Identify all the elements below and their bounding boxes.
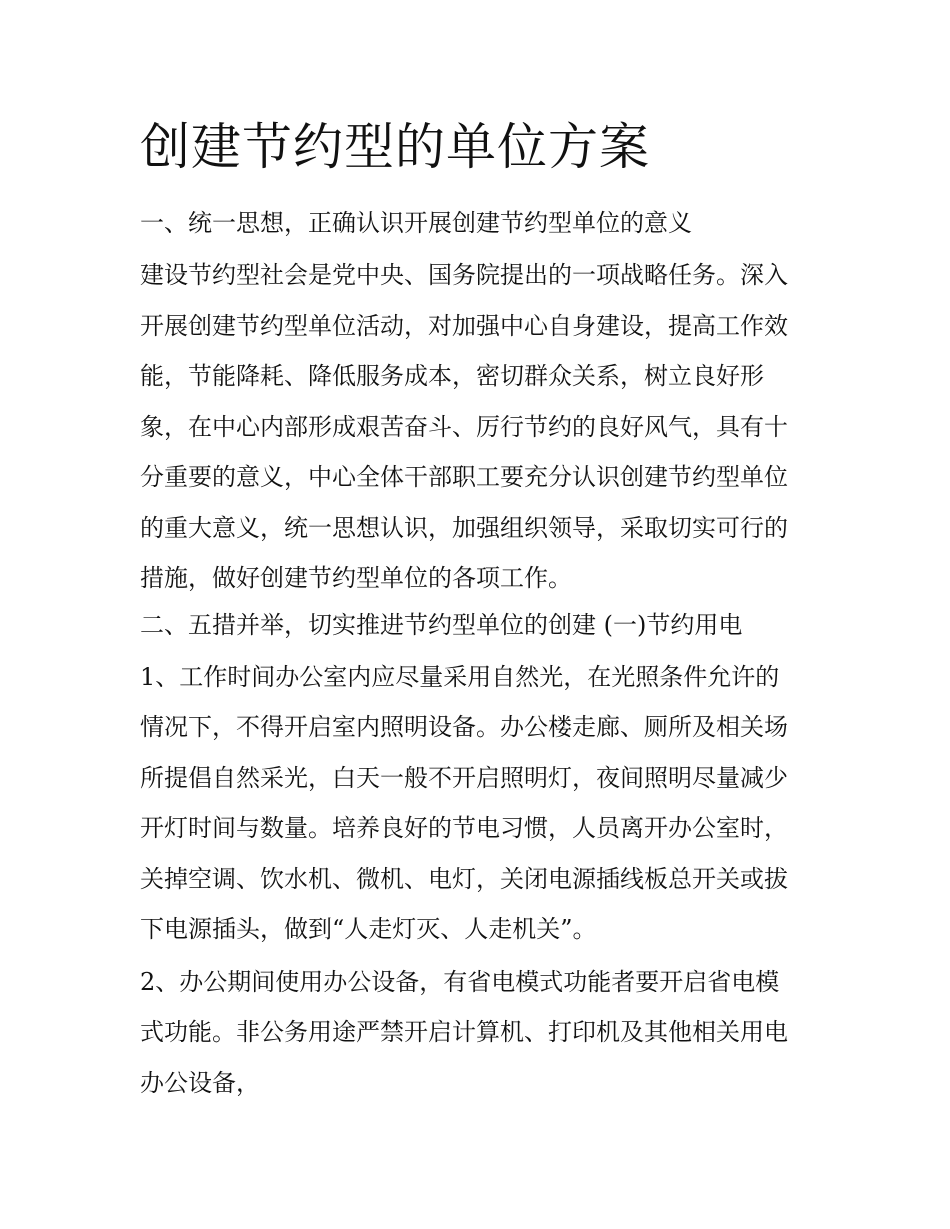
paragraph-line: 下电源插头，做到“人走灯灭、人走机关”。 — [140, 915, 597, 943]
paragraph-line: 开展创建节约型单位活动，对加强中心自身建设，提高工作效 — [140, 311, 788, 340]
paragraph-line: 建设节约型社会是党中央、国务院提出的一项战略任务。深入 — [140, 261, 788, 289]
paragraph-line: 1、工作时间办公室内应尽量采用自然光，在光照条件允许的 — [140, 662, 780, 691]
section-2-heading: 二、五措并举，切实推进节约型单位的创建 (一)节约用电 — [140, 610, 743, 639]
paragraph-line: 办公设备， — [140, 1068, 260, 1097]
paragraph-line: 措施，做好创建节约型单位的各项工作。 — [140, 564, 572, 592]
paragraph-line: 式功能。非公务用途严禁开启计算机、打印机及其他相关用电 — [140, 1018, 788, 1046]
paragraph-line: 2、办公期间使用办公设备，有省电模式功能者要开启省电模 — [140, 967, 780, 996]
section-1-heading: 一、统一思想，正确认识开展创建节约型单位的意义 — [140, 209, 692, 237]
section-1-paragraph — [140, 250, 830, 604]
paragraph-line: 关掉空调、饮水机、微机、电灯，关闭电源插线板总开关或拔 — [140, 864, 788, 893]
paragraph-line: 能，节能降耗、降低服务成本，密切群众关系，树立良好形 — [140, 362, 764, 390]
item-2-paragraph — [140, 957, 830, 1109]
document-title: 创建节约型的单位方案 — [140, 118, 650, 176]
paragraph-line: 分重要的意义，中心全体干部职工要充分认识创建节约型单位 — [140, 463, 788, 491]
document-page — [140, 112, 830, 1110]
paragraph-line: 象，在中心内部形成艰苦奋斗、厉行节约的良好风气，具有十 — [140, 412, 788, 441]
item-1-paragraph — [140, 652, 830, 955]
paragraph-line: 所提倡自然采光，白天一般不开启照明灯，夜间照明尽量减少 — [140, 763, 788, 792]
paragraph-line: 情况下，不得开启室内照明设备。办公楼走廊、厕所及相关场 — [140, 713, 788, 741]
paragraph-line: 的重大意义，统一思想认识，加强组织领导，采取切实可行的 — [140, 513, 788, 542]
paragraph-line: 开灯时间与数量。培养良好的节电习惯，人员离开办公室时， — [140, 814, 788, 842]
